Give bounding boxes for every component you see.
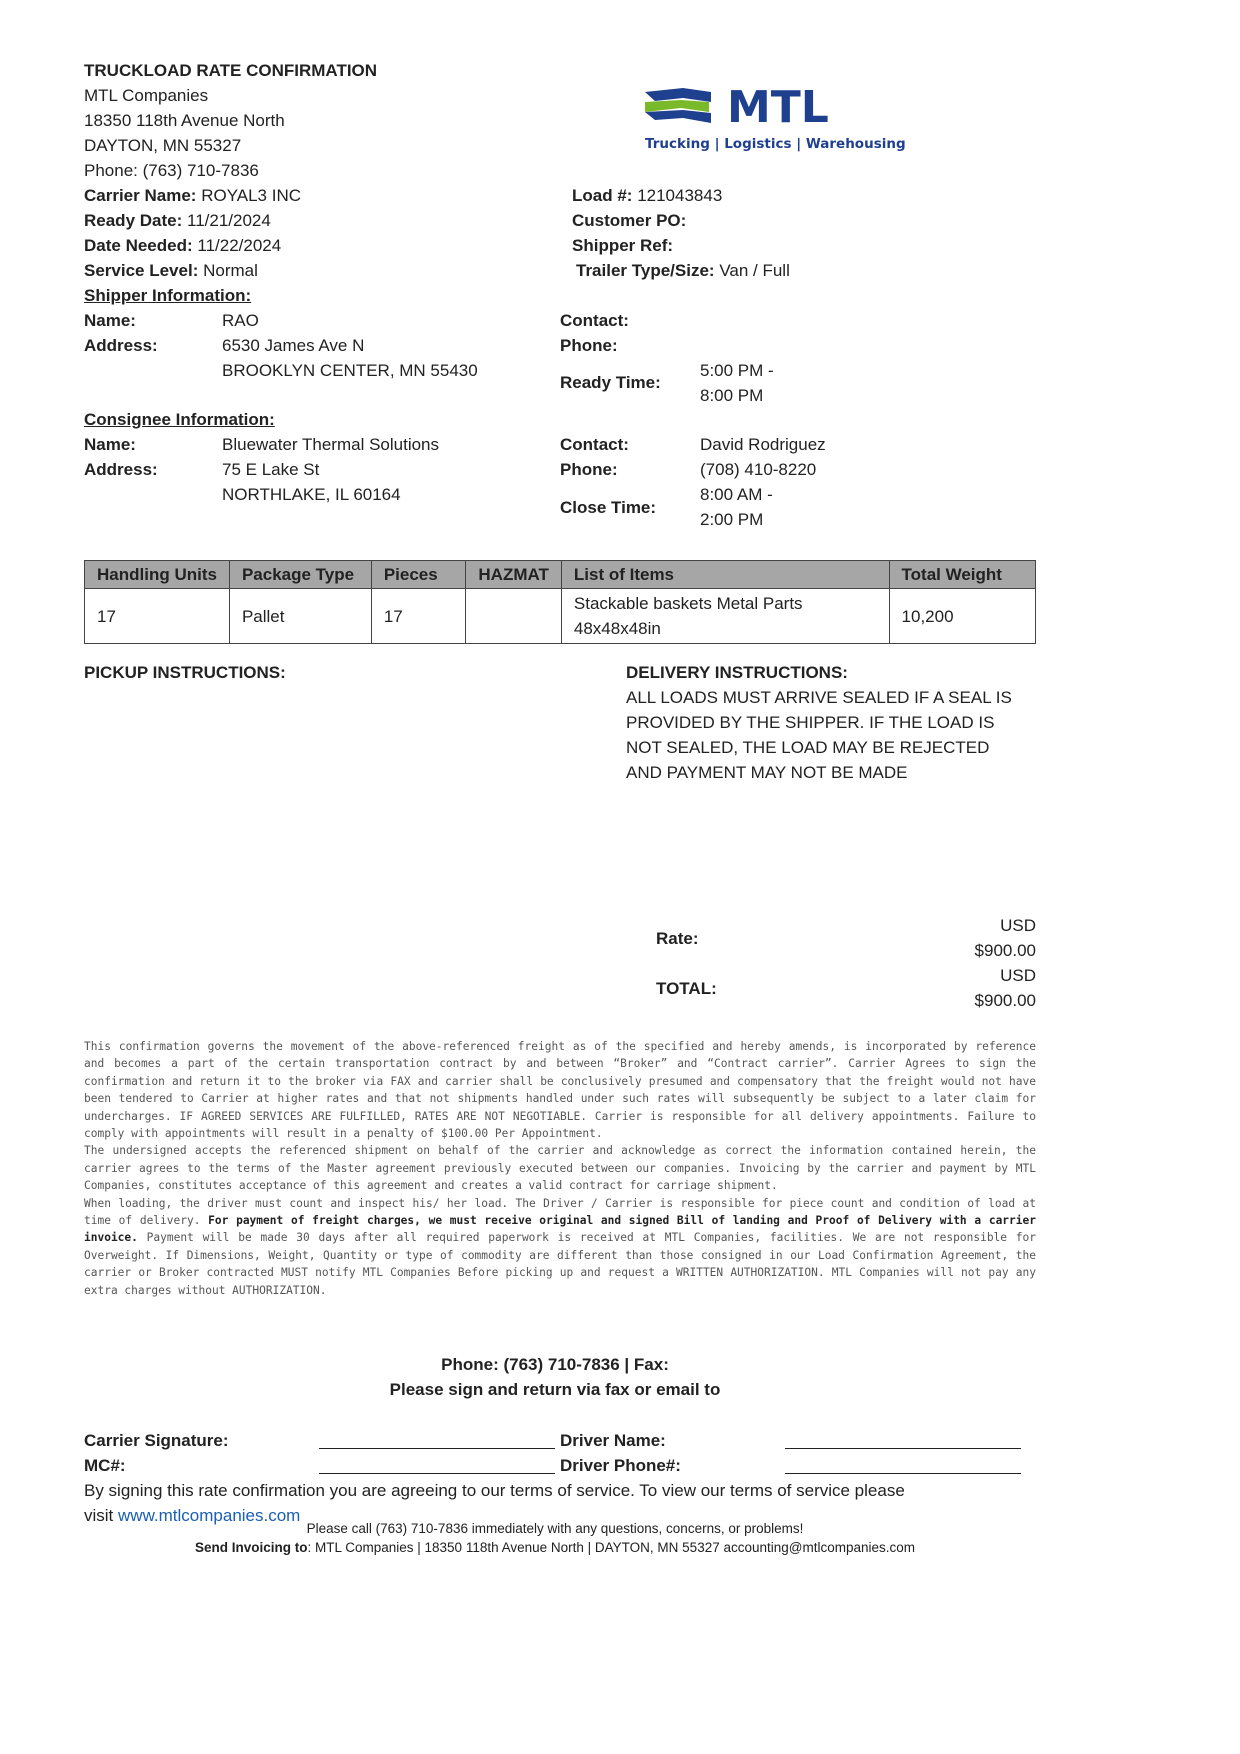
shipper-address-label: Address: [84, 336, 158, 355]
col-list-of-items: List of Items [561, 561, 889, 589]
company-header [84, 58, 377, 183]
delivery-instructions [626, 660, 1012, 785]
total-amount: $900.00 [974, 991, 1036, 1010]
col-hazmat: HAZMAT [466, 561, 562, 589]
company-name: MTL Companies [84, 86, 209, 105]
rate-value [975, 913, 1036, 963]
consignee-address-line1: 75 E Lake St [222, 460, 320, 479]
driver-name-line[interactable] [785, 1428, 1021, 1449]
mtl-logo [643, 82, 906, 162]
carrier-name-row [84, 183, 301, 208]
close-time-label: Close Time: [560, 498, 657, 517]
footer-invoicing-label: Send Invoicing to [194, 1540, 308, 1555]
delivery-instruction-line: NOT SEALED, THE LOAD MAY BE REJECTED [626, 738, 990, 757]
cell-pieces: 17 [371, 589, 466, 644]
service-level-row [84, 258, 258, 283]
terms-legal-text [84, 1038, 1036, 1299]
rate-amount: $900.00 [974, 941, 1036, 960]
trailer-type-row [576, 258, 790, 283]
consignee-contact-value: David Rodriguez [700, 435, 826, 454]
delivery-instruction-line: ALL LOADS MUST ARRIVE SEALED IF A SEAL IS [626, 688, 1012, 707]
driver-phone-line[interactable] [785, 1453, 1021, 1474]
shipper-ref-row [572, 233, 673, 258]
ready-date-value: 11/21/2024 [187, 211, 271, 230]
shipper-phone-label: Phone: [560, 336, 618, 355]
close-time-end: 2:00 PM [700, 510, 764, 529]
mc-number-line[interactable] [319, 1453, 555, 1474]
ready-time-label: Ready Time: [560, 373, 661, 392]
ready-date-label: Ready Date: [84, 211, 183, 230]
service-level-label: Service Level: [84, 261, 199, 280]
logo-wordmark: MTL [727, 82, 829, 133]
terms-website-link[interactable]: www.mtlcompanies.com [118, 1506, 301, 1525]
consignee-name-value: Bluewater Thermal Solutions [222, 435, 440, 454]
delivery-instructions-heading: DELIVERY INSTRUCTIONS: [626, 663, 848, 682]
shipper-contact-label: Contact: [560, 311, 629, 330]
item-description-line1: Stackable baskets Metal Parts [573, 594, 803, 613]
delivery-instruction-line: PROVIDED BY THE SHIPPER. IF THE LOAD IS [626, 713, 995, 732]
carrier-signature-line[interactable] [319, 1428, 555, 1449]
date-needed-value: 11/22/2024 [197, 236, 282, 255]
cell-list-of-items [561, 589, 889, 644]
date-needed-row [84, 233, 281, 258]
cell-handling-units: 17 [85, 589, 230, 644]
ready-date-row [84, 208, 271, 233]
service-level-value: Normal [203, 261, 258, 280]
pickup-instructions-heading: PICKUP INSTRUCTIONS: [84, 663, 286, 682]
total-currency: USD [1000, 966, 1036, 985]
company-address-line2: DAYTON, MN 55327 [84, 136, 242, 155]
consignee-contact-label: Contact: [560, 435, 629, 454]
footer-invoicing-text: : MTL Companies | 18350 118th Avenue North | DAYTON, MN 55327 accounting@mtlcompanies.com [307, 1540, 916, 1555]
consignee-address-line2: NORTHLAKE, IL 60164 [222, 485, 401, 504]
consignee-phone-value: (708) 410-8220 [700, 460, 817, 479]
customer-po-label: Customer PO: [572, 211, 687, 230]
sign-return-note: Please sign and return via fax or email to [389, 1380, 721, 1399]
terms-of-service-text: By signing this rate confirmation you are agreeing to our terms of service. To view our terms of service please [84, 1481, 905, 1500]
document-title: TRUCKLOAD RATE CONFIRMATION [84, 61, 378, 80]
table-header-row [85, 561, 1036, 589]
consignee-phone-label: Phone: [560, 460, 618, 479]
legal-p3-payment-terms: For payment of freight charges, we must receive original and signed Bill of landing and Proof of Delivery with a carrier invoice. [84, 1214, 1036, 1245]
load-number-row [572, 183, 722, 208]
mc-number-label: MC#: [84, 1456, 126, 1475]
trailer-type-label: Trailer Type/Size: [576, 261, 715, 280]
legal-paragraph-3 [84, 1195, 1036, 1299]
col-pieces: Pieces [371, 561, 466, 589]
shipper-name-value: RAO [222, 311, 259, 330]
rate-currency: USD [1000, 916, 1036, 935]
legal-p3-part-c: Payment will be made 30 days after all required paperwork is received at MTL Companies, facilities. We are not responsible for Overweight. If Dimensions, Weight, Quantity or type of commodity are different than those consigned in our Load Confirmation Agreement, the carrier or Broker contracted MUST notify MTL Companies Before picking up and request a WRITTEN AUTHORIZATION. MTL Companies will not pay any extra charges without AUTHORIZATION. [84, 1231, 1036, 1297]
items-table [84, 560, 1036, 644]
col-handling-units: Handling Units [85, 561, 230, 589]
company-address-line1: 18350 118th Avenue North [84, 111, 285, 130]
col-package-type: Package Type [229, 561, 371, 589]
logo-tagline: Trucking | Logistics | Warehousing [645, 136, 906, 152]
contact-phone-fax: Phone: (763) 710-7836 | Fax: [441, 1355, 669, 1374]
consignee-address-label: Address: [84, 460, 158, 479]
terms-visit-label: visit [84, 1506, 114, 1525]
shipper-heading: Shipper Information: [84, 286, 252, 305]
delivery-instruction-line: AND PAYMENT MAY NOT BE MADE [626, 763, 908, 782]
footer-invoicing [0, 1538, 1110, 1558]
cell-package-type: Pallet [229, 589, 371, 644]
load-number-value: 121043843 [637, 186, 723, 205]
item-description-line2: 48x48x48in [573, 619, 661, 638]
legal-p3-part-a: When loading, the driver must count and inspect his/ her load. The Driver / Carrier is responsible for piece count and condition of load at time of delivery. [84, 1196, 1036, 1228]
shipper-address-line2: BROOKLYN CENTER, MN 55430 [222, 361, 478, 380]
ready-time-start: 5:00 PM - [700, 361, 774, 380]
carrier-name-label: Carrier Name: [84, 186, 197, 205]
shipper-name-label: Name: [84, 311, 136, 330]
shipper-ref-label: Shipper Ref: [572, 236, 674, 255]
table-row [85, 589, 1036, 644]
legal-paragraph-1: This confirmation governs the movement of the above-referenced freight as of the specified and hereby amends, is incorporated by reference and becomes a part of the certain transportation contract by and between “Broker” and “Contract carrier”. Carrier Agrees to sign the confirmation and return it to the broker via FAX and carrier shall be conclusively presumed and compensatory that the freight would not have been tendered to Carrier at higher rates and that not shipments handled under such rates will subsequently be subject to a later claim for undercharges. IF AGREED SERVICES ARE FULFILLED, RATES ARE NOT NEGOTIABLE. Carrier is responsible for all delivery appointments. Failure to comply with appointments will result in a penalty of $100.00 Per Appointment. [84, 1040, 1036, 1141]
carrier-name-value: ROYAL3 INC [201, 186, 302, 205]
carrier-signature-label: Carrier Signature: [84, 1431, 229, 1450]
trailer-type-value: Van / Full [719, 261, 790, 280]
date-needed-label: Date Needed: [84, 236, 193, 255]
company-phone: Phone: (763) 710-7836 [84, 161, 259, 180]
legal-paragraph-2: The undersigned accepts the referenced shipment on behalf of the carrier and acknowledge as correct the information contained herein, the carrier agrees to the terms of the Master agreement previously executed between our companies. Invoicing by the carrier and payment by MTL Companies, constitutes acceptance of this agreement and creates a valid contract for carriage shipment. [84, 1144, 1036, 1193]
ready-time-end: 8:00 PM [700, 386, 764, 405]
shipper-address-line1: 6530 James Ave N [222, 336, 365, 355]
total-value [975, 963, 1036, 1013]
consignee-heading: Consignee Information: [84, 410, 275, 429]
close-time-start: 8:00 AM - [700, 485, 773, 504]
total-label: TOTAL: [656, 979, 717, 998]
rate-label: Rate: [656, 929, 699, 948]
footer-call-note: Please call (763) 710-7836 immediately with any questions, concerns, or problems! [306, 1521, 804, 1536]
consignee-name-label: Name: [84, 435, 136, 454]
load-number-label: Load #: [572, 186, 633, 205]
cell-total-weight: 10,200 [889, 589, 1035, 644]
customer-po-row [572, 208, 686, 233]
driver-name-label: Driver Name: [560, 1431, 666, 1450]
driver-phone-label: Driver Phone#: [560, 1456, 681, 1475]
cell-hazmat [466, 589, 562, 644]
col-total-weight: Total Weight [889, 561, 1035, 589]
